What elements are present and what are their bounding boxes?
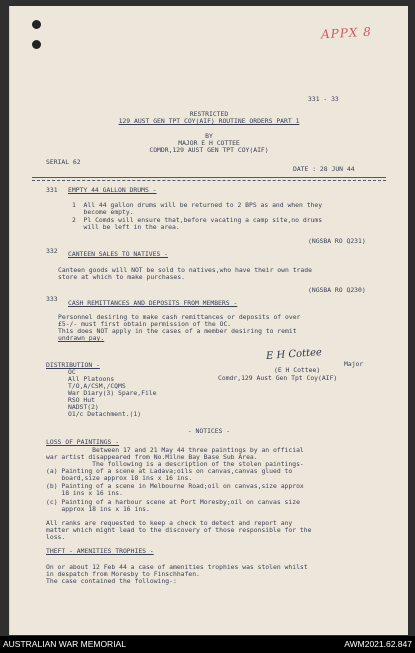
distribution-item: All Platoons [68, 375, 115, 383]
order-line: £5-/- must first obtain permission of the OC. [58, 320, 232, 328]
signatory-rank: Major [344, 360, 364, 368]
header-rule [32, 177, 386, 178]
order-number: 333 [46, 295, 58, 303]
serial-number: SERIAL 62 [46, 158, 81, 166]
order-line: undrawn pay. [58, 334, 105, 342]
notices-heading: - NOTICES - [187, 427, 231, 435]
order-heading: CANTEEN SALES TO NATIVES - [68, 250, 169, 258]
by-line: BY [205, 132, 213, 140]
notice-line: (a) Painting of a scene at Ladava;oils on canvas,canvas glued to [46, 467, 293, 475]
notice-line: in despatch from Moresby to Finschhafen. [46, 570, 200, 578]
order-line: 2 Pl Comds will ensure that,before vacating a camp site,no drums [72, 216, 323, 224]
distribution-item: O1/c Detachment.(1) [68, 410, 142, 418]
order-line: This does NOT apply in the cases of a member desiring to remit [58, 327, 297, 335]
signature: E H Cottee [265, 347, 323, 362]
notice-line: All ranks are requested to keep a check to detect and report any [46, 519, 293, 527]
notice-line: (b) Painting of a scene in Melbourne Road;oil on canvas,size approx [46, 482, 304, 490]
order-line: store at which to make purchases. [58, 273, 185, 281]
punch-hole-top [32, 20, 41, 29]
document-page [9, 6, 408, 635]
notice-line: 18 ins x 16 ins. [46, 489, 123, 497]
order-line: Personnel desiring to make cash remittances or deposits of over [58, 313, 301, 321]
document-title: 129 AUST GEN TPT COY(AIF) ROUTINE ORDERS PART 1 [118, 117, 300, 125]
order-line: will be left in the area. [72, 223, 180, 231]
notice-line: war artist disappeared from No.Milne Bay Base Sub Area. [46, 453, 258, 461]
order-line: 1 All 44 gallon drums will be returned to 2 BPS as and when they [72, 201, 323, 209]
order-heading: EMPTY 44 GALLON DRUMS - [68, 186, 157, 194]
notice-line: matter which might lead to the discovery of those responsible for the [46, 526, 312, 534]
order-number: 332 [46, 247, 58, 255]
page-reference: 331 - 33 [308, 95, 339, 103]
archive-name: AUSTRALIAN WAR MEMORIAL [3, 639, 126, 649]
notice-heading: LOSS OF PAINTINGS - [46, 438, 120, 446]
distribution-item: OC [68, 368, 76, 376]
notice-line: The case contained the following-: [46, 577, 177, 585]
header-rule-dashed [32, 180, 386, 181]
order-line: Canteen goods will NOT be sold to natives,who have their own trade [58, 266, 312, 274]
order-line: become empty. [72, 208, 134, 216]
classification-marking: RESTRICTED [189, 110, 229, 118]
order-date: DATE : 28 JUN 44 [293, 165, 355, 173]
issuing-appointment: COMDR,129 AUST GEN TPT COY(AIF) [149, 146, 269, 154]
order-number: 331 [46, 186, 58, 194]
order-heading: CASH REMITTANCES AND DEPOSITS FROM MEMBERS - [68, 299, 238, 307]
notice-line: On or about 12 Feb 44 a case of amenities trophies was stolen whilst [46, 563, 308, 571]
distribution-item: RSO Hut [68, 396, 95, 404]
signatory-appointment: Comdr,129 Aust Gen Tpt Coy(AIF) [218, 374, 338, 382]
distribution-item: War Diary(3) Spare,File [68, 389, 157, 397]
notice-line: (c) Painting of a harbour scene at Port Moresby;oil on canvas size [46, 498, 300, 506]
order-reference: (NGSBA RO Q230) [308, 286, 366, 294]
issuing-officer: MAJOR E H COTTEE [178, 139, 240, 147]
punch-hole-bottom [32, 40, 41, 49]
distribution-item: NADST(2) [68, 403, 99, 411]
order-reference: (NGSBA RO Q231) [308, 237, 366, 245]
notice-line: loss. [46, 533, 66, 541]
notice-line: Between 17 and 21 May 44 three paintings by an official [46, 446, 304, 454]
signatory-name: (E H Cottee) [274, 366, 321, 374]
notice-line: board,size approx 18 ins x 16 ins. [46, 474, 193, 482]
distribution-item: T/O,A/CSM,/CQMS [68, 382, 126, 390]
distribution-heading: DISTRIBUTION - [46, 361, 100, 369]
accession-number: AWM2021.62.847 [344, 639, 412, 649]
archive-footer [0, 636, 415, 653]
notice-line: approx 18 ins x 16 ins. [46, 505, 150, 513]
notice-heading: THEFT - AMENITIES TROPHIES - [46, 547, 154, 555]
handwritten-annotation: APPX 8 [320, 24, 373, 42]
notice-line: The following is a description of the stolen paintings- [46, 460, 304, 468]
